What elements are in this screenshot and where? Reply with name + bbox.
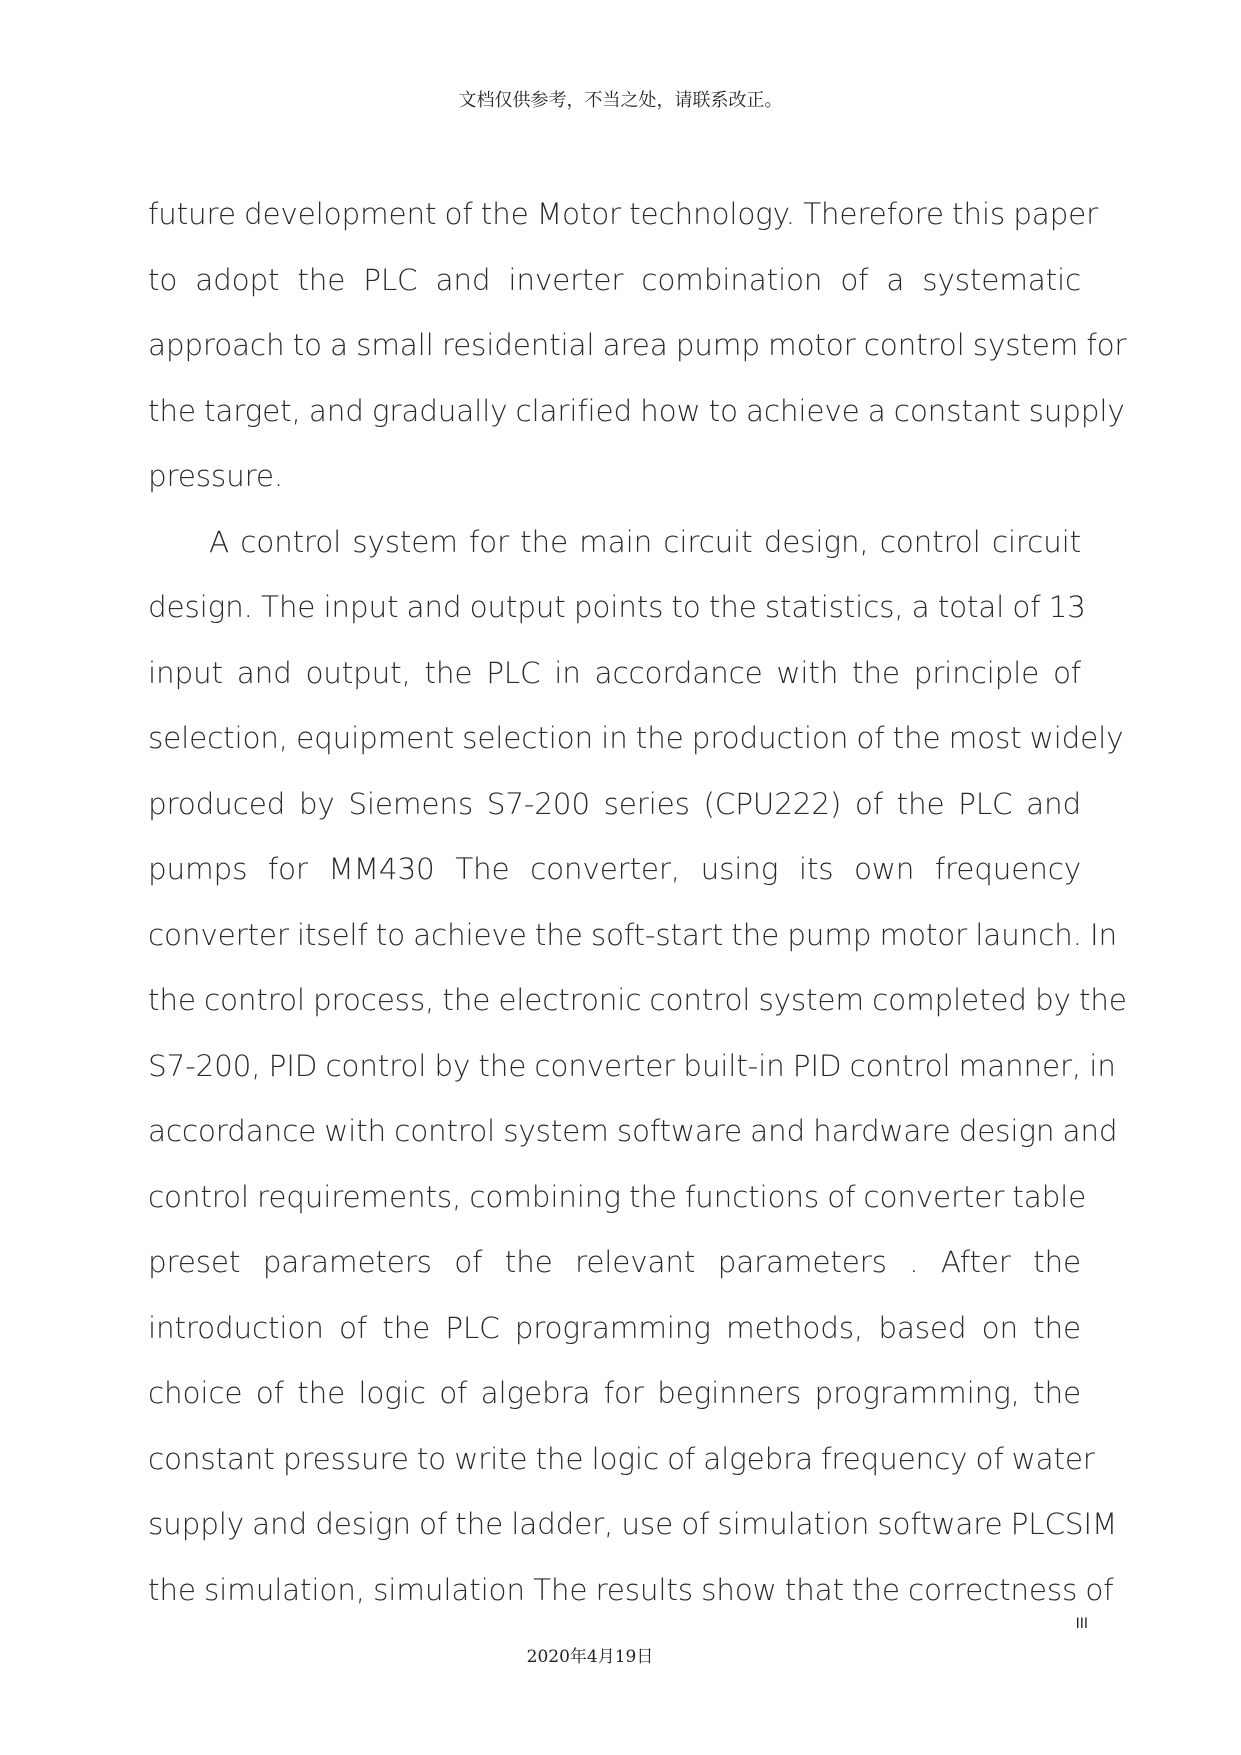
text-line: selection, equipment selection in the production of the most widely [148,721,1124,755]
text-line: S7-200, PID control by the converter built-in PID control manner, in [148,1048,1116,1083]
text-line: supply and design of the ladder, use of simulation software PLCSIM [148,1507,1118,1541]
page-number: III [1075,1616,1088,1632]
text-line: the control process, the electronic control system completed by the [148,983,1127,1017]
text-line: the simulation, simulation The results show that the correctness of [148,1572,1114,1607]
footer-date: 2020年4月19日 [526,1647,654,1667]
text-line: the target, and gradually clarified how to achieve a constant supply [148,393,1125,428]
text-line: choice of the logic of algebra for beginners programming, the [148,1376,1081,1410]
text-line: input and output, the PLC in accordance with the principle of [148,655,1081,690]
text-line: future development of the Motor technology. Therefore this paper [148,197,1099,231]
document-body [148,182,1127,1623]
text-line: pressure. [148,459,283,493]
page-header-note: 文档仅供参考，不当之处，请联系改正。 [458,90,783,111]
text-line: to adopt the PLC and inverter combination of a systematic [148,262,1081,297]
text-line: design. The input and output points to the statistics, a total of 13 [148,590,1086,624]
text-line: introduction of the PLC programming methods, based on the [148,1310,1081,1345]
paragraph-1 [148,182,1127,510]
text-line: produced by Siemens S7-200 series (CPU222) of the PLC and [148,786,1081,821]
text-line: pumps for MM430 The converter, using its own frequency [148,852,1081,886]
text-line: preset parameters of the relevant parameters . After the [148,1245,1081,1279]
text-line: accordance with control system software and hardware design and [148,1114,1118,1148]
text-line: constant pressure to write the logic of algebra frequency of water [148,1441,1095,1476]
text-line: A control system for the main circuit design, control circuit [209,524,1081,559]
text-line: control requirements, combining the functions of converter table [148,1179,1087,1214]
text-line: converter itself to achieve the soft-start the pump motor launch. In [148,917,1117,952]
text-line: approach to a small residential area pump motor control system for [148,328,1127,362]
